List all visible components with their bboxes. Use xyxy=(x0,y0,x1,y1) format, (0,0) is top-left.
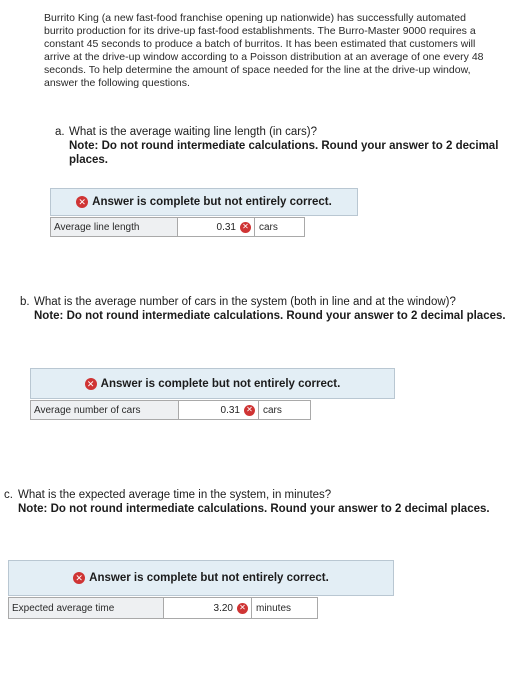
status-text: Answer is complete but not entirely correct. xyxy=(92,196,332,208)
answer-field[interactable] xyxy=(178,217,255,237)
x-circle-icon: ✕ xyxy=(240,222,251,233)
question-b xyxy=(20,295,510,323)
answer-row xyxy=(50,217,358,237)
status-banner xyxy=(30,368,395,399)
question-text: What is the average waiting line length (in cars)? xyxy=(69,126,318,138)
problem-intro: Burrito King (a new fast-food franchise opening up nationwide) has successfully automated burrito production for its drive-up fast-food establishments. The Burro-Master 9000 requires a constant 45 seconds to produce a batch of burritos. It has been estimated that customers will arrive at the drive-up window according to a Poisson distribution at an average of one every 48 seconds. To help determine the amount of space needed for the line at the drive-up window, answer the following questions. xyxy=(44,12,484,89)
answer-value: 0.31 xyxy=(220,404,240,416)
answer-row xyxy=(30,400,395,420)
status-banner xyxy=(50,188,358,216)
question-note: Note: Do not round intermediate calculations. Round your answer to 2 decimal places. xyxy=(34,310,506,322)
answer-row xyxy=(8,597,394,619)
x-circle-icon: ✕ xyxy=(244,405,255,416)
answer-value: 3.20 xyxy=(213,602,233,614)
answer-label: Average number of cars xyxy=(30,400,179,420)
answer-unit: cars xyxy=(259,400,311,420)
answer-field[interactable] xyxy=(179,400,259,420)
question-letter: c. xyxy=(4,489,13,501)
x-circle-icon: ✕ xyxy=(85,378,97,390)
question-a xyxy=(55,125,500,167)
answer-block-a xyxy=(50,188,358,237)
x-circle-icon: ✕ xyxy=(73,572,85,584)
status-text: Answer is complete but not entirely correct. xyxy=(89,572,329,584)
answer-block-b xyxy=(30,368,395,420)
question-letter: a. xyxy=(55,126,65,138)
answer-field[interactable] xyxy=(164,597,252,619)
question-text: What is the expected average time in the system, in minutes? xyxy=(18,489,332,501)
question-text: What is the average number of cars in the system (both in line and at the window)? xyxy=(34,296,456,308)
answer-unit: cars xyxy=(255,217,305,237)
answer-label: Expected average time xyxy=(8,597,164,619)
question-note: Note: Do not round intermediate calculations. Round your answer to 2 decimal places. xyxy=(69,140,499,166)
answer-value: 0.31 xyxy=(216,221,236,233)
question-note: Note: Do not round intermediate calculations. Round your answer to 2 decimal places. xyxy=(18,503,490,515)
x-circle-icon: ✕ xyxy=(237,603,248,614)
question-letter: b. xyxy=(20,296,30,308)
answer-block-c xyxy=(8,560,394,619)
status-text: Answer is complete but not entirely correct. xyxy=(100,377,341,390)
question-c xyxy=(4,488,509,516)
x-circle-icon: ✕ xyxy=(76,196,88,208)
answer-label: Average line length xyxy=(50,217,178,237)
answer-unit: minutes xyxy=(252,597,318,619)
status-banner xyxy=(8,560,394,596)
